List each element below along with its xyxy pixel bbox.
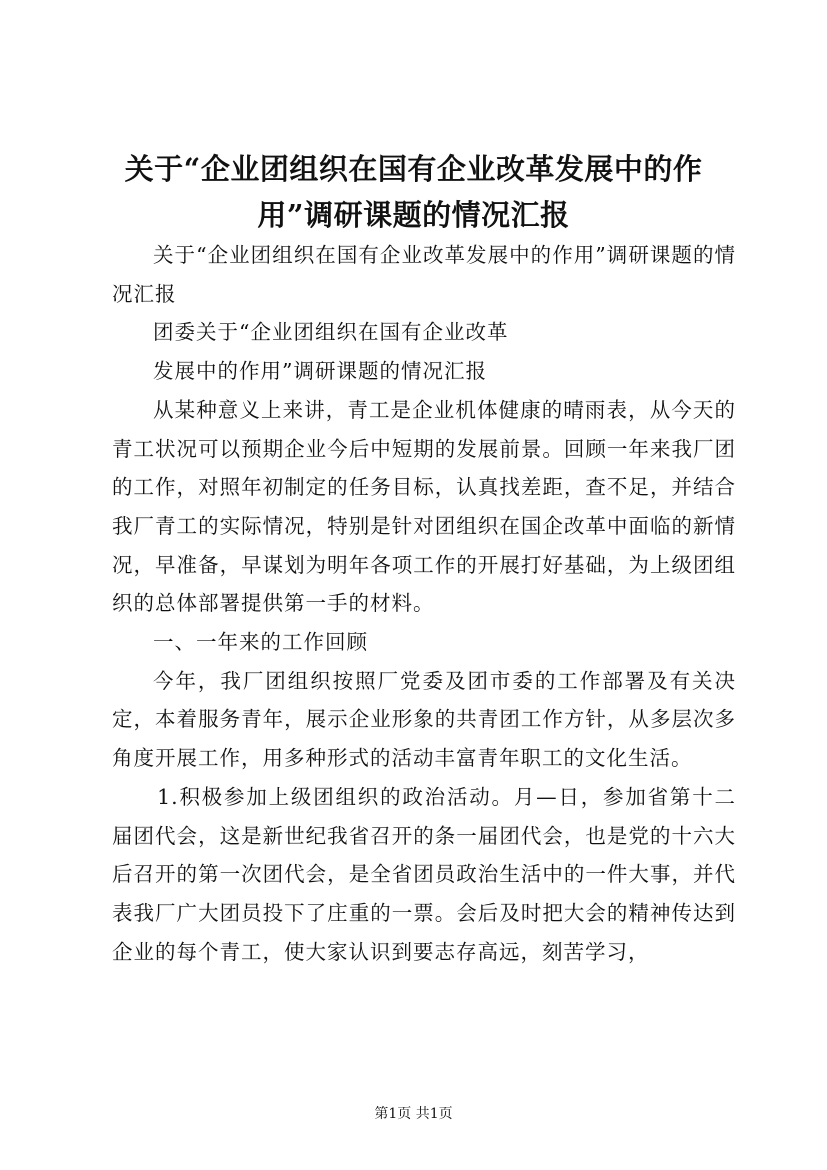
paragraph-committee-heading-2: 发展中的作用”调研课题的情况汇报 bbox=[153, 359, 487, 384]
paragraph-introduction: 从某种意义上来讲，青工是企业机体健康的晴雨表，从今天的青工状况可以预期企业今后中短期的发展前景。回顾一年来我厂团的工作，对照年初制定的任务目标，认真找差距，查不足，并结合我厂青工的实际情况，特别是针对团组织在国企改革中面临的新情况，早准备，早谋划为明年各项工作的开展打好基础，为上级团组织的总体部署提供第一手的材料。 bbox=[112, 397, 736, 616]
section-heading-review: 一、一年来的工作回顾 bbox=[153, 630, 368, 655]
document-body bbox=[112, 236, 736, 971]
paragraph-committee-heading-1: 团委关于“企业团组织在国有企业改革 bbox=[153, 320, 509, 345]
document-title: 关于“企业团组织在国有企业改革发展中的作用”调研课题的情况汇报 bbox=[124, 152, 703, 232]
paragraph-this-year: 今年，我厂团组织按照厂党委及团市委的工作部署及有关决定，本着服务青年，展示企业形象的共青团工作方针，从多层次多角度开展工作，用多种形式的活动丰富青年职工的文化生活。 bbox=[112, 668, 736, 771]
paragraph-title-repeat: 关于“企业团组织在国有企业改革发展中的作用”调研课题的情况汇报 bbox=[112, 243, 736, 306]
paragraph-item-1: 1.积极参加上级团组织的政治活动。月—日，参加省第十二届团代会，这是新世纪我省召开的条一届团代会，也是党的十六大后召开的第一次团代会，是全省团员政治生活中的一件大事，并代表我厂广大团员投下了庄重的一票。会后及时把大会的精神传达到企业的每个青工，使大家认识到要志存高远，刻苦学习， bbox=[112, 784, 736, 964]
page-footer: 第1页 共1页 bbox=[374, 1106, 453, 1122]
